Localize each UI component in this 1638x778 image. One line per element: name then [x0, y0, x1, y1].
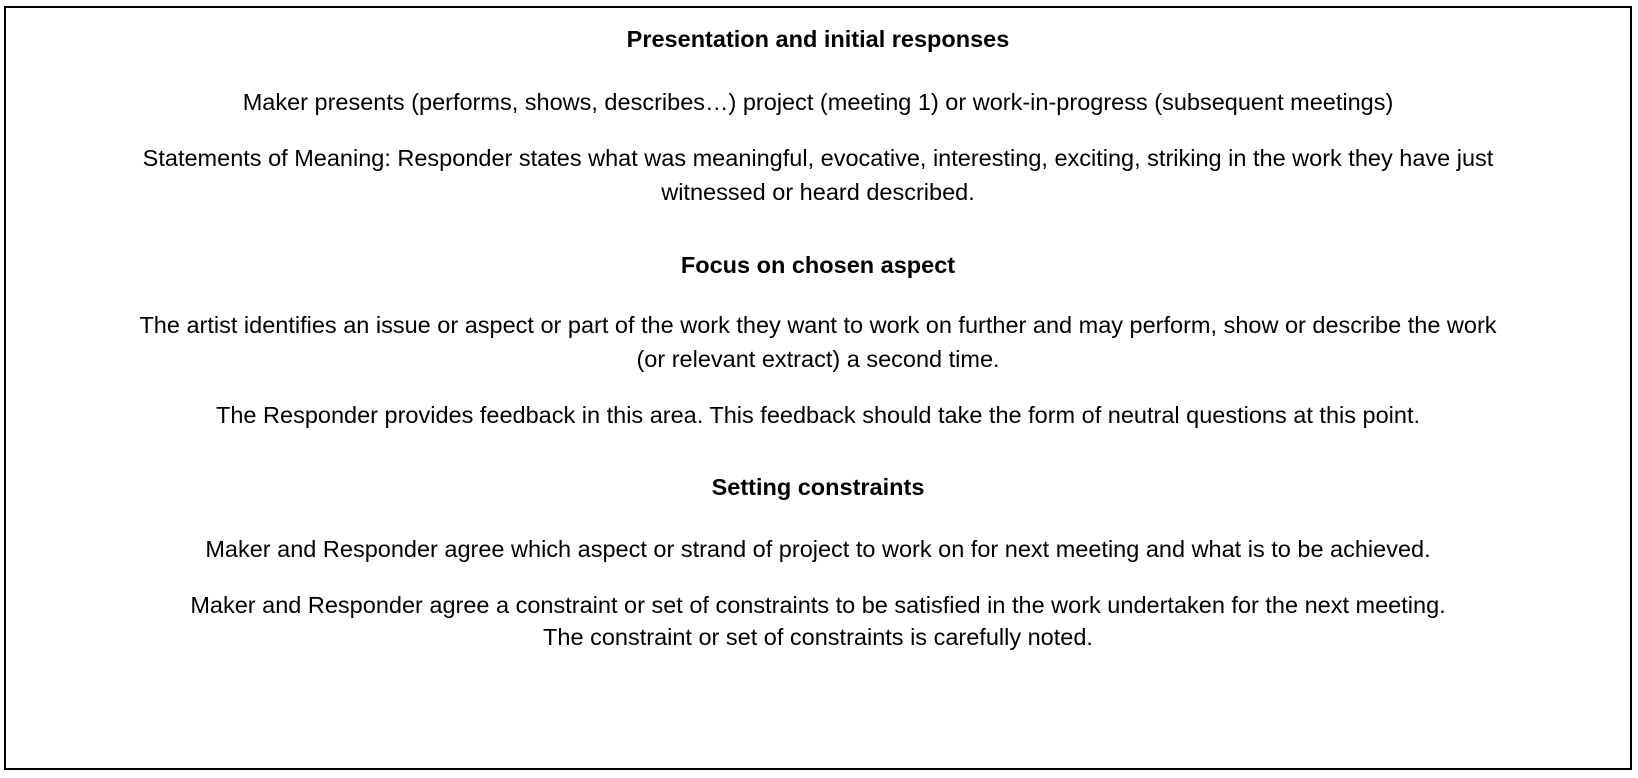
section-heading: Focus on chosen aspect — [680, 252, 956, 278]
paragraph-text: The Responder provides feedback in this area. This feedback should take the form of neutral questions at this point. — [216, 402, 1420, 428]
paragraph-text: Maker presents (performs, shows, describes…) project (meeting 1) or work-in-progress (subsequent meetings) — [242, 89, 1394, 115]
section-heading: Presentation and initial responses — [626, 26, 1010, 52]
paragraph-text: (or relevant extract) a second time. — [636, 346, 1000, 372]
paragraph-text: witnessed or heard described. — [661, 179, 975, 205]
paragraph-text: Maker and Responder agree which aspect or strand of project to work on for next meeting and what is to be achieved. — [205, 536, 1431, 562]
paragraph-text: Maker and Responder agree a constraint or set of constraints to be satisfied in the work undertaken for the next meeting. — [190, 592, 1446, 618]
section-heading: Setting constraints — [711, 474, 925, 500]
paragraph-text: Statements of Meaning: Responder states what was meaningful, evocative, interesting, exciting, striking in the work they have just — [142, 145, 1494, 171]
paragraph-text: The artist identifies an issue or aspect or part of the work they want to work on further and may perform, show or describe the work — [139, 312, 1497, 338]
paragraph-text: The constraint or set of constraints is carefully noted. — [543, 624, 1093, 650]
document-frame — [4, 6, 1632, 770]
